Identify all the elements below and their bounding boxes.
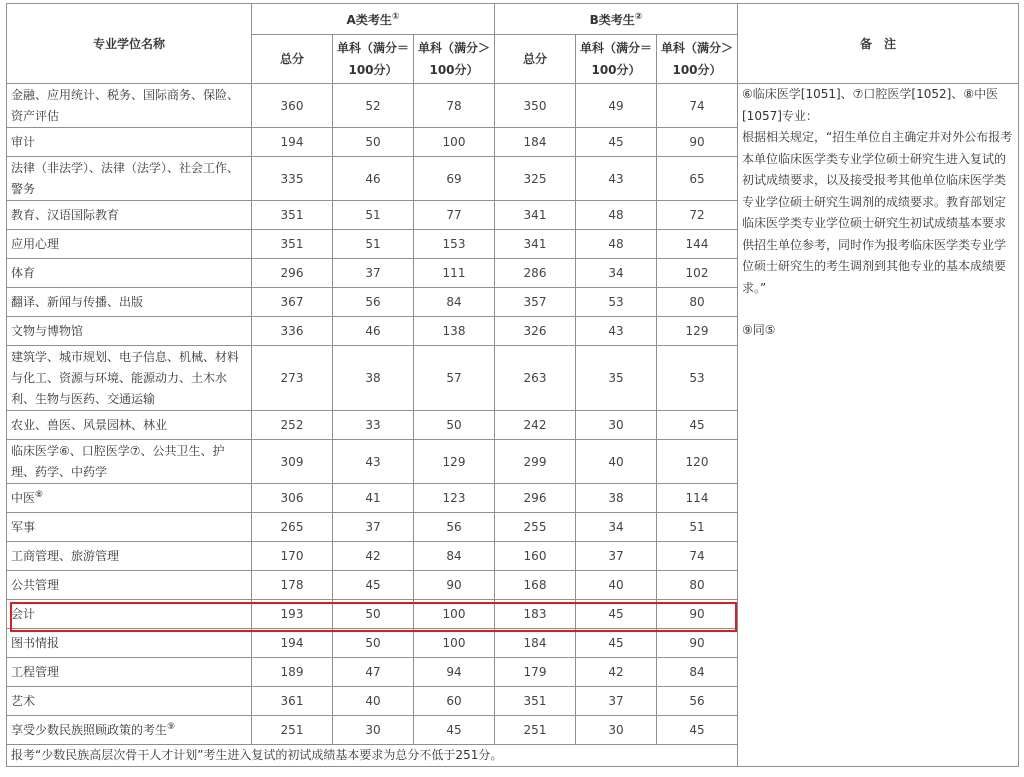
score-cell-a-total: 189 bbox=[252, 658, 333, 687]
score-cell-a-s100: 52 bbox=[333, 84, 414, 128]
score-cell-a-s100: 33 bbox=[333, 411, 414, 440]
header-b-single-gt100: 单科（满分＞100分） bbox=[657, 35, 738, 84]
header-group-b-mark: ② bbox=[634, 11, 643, 22]
score-cell-a-s100: 42 bbox=[333, 542, 414, 571]
major-name: 图书情报 bbox=[11, 635, 60, 650]
score-cell-b-sgt: 45 bbox=[657, 411, 738, 440]
score-cell-b-total: 299 bbox=[495, 440, 576, 484]
score-cell-a-sgt: 78 bbox=[414, 84, 495, 128]
score-cell-a-total: 265 bbox=[252, 513, 333, 542]
score-cell-b-total: 168 bbox=[495, 571, 576, 600]
score-cell-a-sgt: 100 bbox=[414, 600, 495, 629]
header-b-total: 总分 bbox=[495, 35, 576, 84]
score-cell-a-total: 193 bbox=[252, 600, 333, 629]
score-cell-b-s100: 45 bbox=[576, 128, 657, 157]
score-cell-a-total: 351 bbox=[252, 201, 333, 230]
score-cell-b-total: 242 bbox=[495, 411, 576, 440]
score-cell-b-s100: 40 bbox=[576, 440, 657, 484]
score-cell-b-sgt: 80 bbox=[657, 288, 738, 317]
score-cell-b-s100: 30 bbox=[576, 716, 657, 745]
score-cell-a-total: 252 bbox=[252, 411, 333, 440]
score-cell-a-sgt: 111 bbox=[414, 259, 495, 288]
score-cell-b-total: 341 bbox=[495, 201, 576, 230]
major-name-cell bbox=[7, 230, 252, 259]
score-cell-b-s100: 42 bbox=[576, 658, 657, 687]
score-cell-b-sgt: 80 bbox=[657, 571, 738, 600]
score-cell-a-s100: 43 bbox=[333, 440, 414, 484]
major-name: 军事 bbox=[11, 519, 36, 534]
score-cell-a-sgt: 94 bbox=[414, 658, 495, 687]
score-cell-a-sgt: 84 bbox=[414, 288, 495, 317]
score-cell-a-total: 296 bbox=[252, 259, 333, 288]
score-cell-b-s100: 30 bbox=[576, 411, 657, 440]
footnote-mark: ⑧ bbox=[35, 489, 44, 500]
score-cell-b-s100: 34 bbox=[576, 259, 657, 288]
score-cell-a-total: 361 bbox=[252, 687, 333, 716]
score-cell-a-s100: 50 bbox=[333, 629, 414, 658]
header-a-total: 总分 bbox=[252, 35, 333, 84]
score-cell-a-s100: 41 bbox=[333, 484, 414, 513]
major-name: 艺术 bbox=[11, 693, 36, 708]
score-cell-b-sgt: 45 bbox=[657, 716, 738, 745]
major-name: 应用心理 bbox=[11, 236, 60, 251]
score-cell-a-s100: 37 bbox=[333, 513, 414, 542]
major-name-cell bbox=[7, 687, 252, 716]
major-name-cell bbox=[7, 259, 252, 288]
header-group-a bbox=[252, 4, 495, 35]
score-cell-a-total: 194 bbox=[252, 128, 333, 157]
major-name-cell bbox=[7, 440, 252, 484]
score-cell-b-s100: 45 bbox=[576, 600, 657, 629]
score-cell-b-s100: 37 bbox=[576, 542, 657, 571]
score-cell-b-s100: 35 bbox=[576, 346, 657, 411]
score-table-body bbox=[7, 84, 1019, 767]
score-cell-b-total: 255 bbox=[495, 513, 576, 542]
score-cell-a-sgt: 153 bbox=[414, 230, 495, 259]
score-cell-a-total: 170 bbox=[252, 542, 333, 571]
header-remarks: 备 注 bbox=[738, 4, 1019, 84]
major-name-cell bbox=[7, 128, 252, 157]
major-name-cell bbox=[7, 317, 252, 346]
score-cell-b-s100: 43 bbox=[576, 157, 657, 201]
major-name: 金融、应用统计、税务、国际商务、保险、资产评估 bbox=[11, 87, 240, 123]
score-cell-a-sgt: 129 bbox=[414, 440, 495, 484]
score-cell-b-total: 179 bbox=[495, 658, 576, 687]
score-cell-b-s100: 48 bbox=[576, 201, 657, 230]
score-cell-b-sgt: 53 bbox=[657, 346, 738, 411]
score-cell-a-total: 178 bbox=[252, 571, 333, 600]
major-name-cell bbox=[7, 157, 252, 201]
score-cell-a-total: 309 bbox=[252, 440, 333, 484]
score-cell-b-total: 251 bbox=[495, 716, 576, 745]
score-cell-a-total: 194 bbox=[252, 629, 333, 658]
major-name: 工程管理 bbox=[11, 664, 60, 679]
major-name-cell bbox=[7, 411, 252, 440]
score-cell-b-total: 357 bbox=[495, 288, 576, 317]
score-cell-a-sgt: 57 bbox=[414, 346, 495, 411]
score-cell-b-sgt: 90 bbox=[657, 128, 738, 157]
major-name-cell bbox=[7, 600, 252, 629]
remarks-spacer bbox=[742, 299, 1014, 320]
header-a-single-100: 单科（满分＝100分） bbox=[333, 35, 414, 84]
score-cell-a-sgt: 56 bbox=[414, 513, 495, 542]
score-cell-b-sgt: 102 bbox=[657, 259, 738, 288]
major-name-cell bbox=[7, 513, 252, 542]
score-cell-a-total: 336 bbox=[252, 317, 333, 346]
score-cell-a-s100: 50 bbox=[333, 128, 414, 157]
remarks-paragraph-2: 根据相关规定，“招生单位自主确定并对外公布报考本单位临床医学类专业学位硕士研究生进入复试的初试成绩要求，以及接受报考其他单位临床医学类专业学位硕士研究生调剂的成绩要求。教育部划定临床医学类专业学位硕士研究生初试成绩基本要求供招生单位参考，同时作为报考临床医学类专业学位硕士研究生的考生调剂到其他专业的基本成绩要求。” bbox=[742, 130, 1013, 295]
score-cell-a-sgt: 69 bbox=[414, 157, 495, 201]
remarks-cell bbox=[738, 84, 1019, 767]
major-name-cell bbox=[7, 658, 252, 687]
major-name-cell bbox=[7, 346, 252, 411]
score-cell-a-s100: 45 bbox=[333, 571, 414, 600]
score-cell-b-total: 341 bbox=[495, 230, 576, 259]
major-name: 法律（非法学）、法律（法学）、社会工作、警务 bbox=[11, 160, 240, 196]
score-cell-b-total: 296 bbox=[495, 484, 576, 513]
footnote-mark: ⑨ bbox=[167, 721, 176, 732]
score-cell-a-sgt: 60 bbox=[414, 687, 495, 716]
score-cell-a-sgt: 123 bbox=[414, 484, 495, 513]
header-group-b-label: B类考生 bbox=[589, 12, 635, 27]
major-name: 翻译、新闻与传播、出版 bbox=[11, 294, 144, 309]
major-name-cell bbox=[7, 716, 252, 745]
score-cell-b-total: 326 bbox=[495, 317, 576, 346]
score-cell-b-sgt: 72 bbox=[657, 201, 738, 230]
major-name: 教育、汉语国际教育 bbox=[11, 207, 120, 222]
header-group-a-label: A类考生 bbox=[346, 12, 392, 27]
score-cell-b-sgt: 120 bbox=[657, 440, 738, 484]
major-name-cell bbox=[7, 84, 252, 128]
score-cell-a-total: 367 bbox=[252, 288, 333, 317]
header-major-name: 专业学位名称 bbox=[7, 4, 252, 84]
score-cell-a-sgt: 77 bbox=[414, 201, 495, 230]
major-name: 享受少数民族照顾政策的考生 bbox=[11, 722, 168, 737]
score-cell-a-s100: 40 bbox=[333, 687, 414, 716]
score-cell-a-sgt: 100 bbox=[414, 128, 495, 157]
header-group-a-mark: ① bbox=[391, 11, 400, 22]
score-cell-a-total: 306 bbox=[252, 484, 333, 513]
remarks-paragraph-3: ⑨同⑤ bbox=[742, 323, 776, 337]
score-cell-b-s100: 45 bbox=[576, 629, 657, 658]
major-name-cell bbox=[7, 629, 252, 658]
score-cell-a-total: 273 bbox=[252, 346, 333, 411]
header-a-single-gt100: 单科（满分＞100分） bbox=[414, 35, 495, 84]
major-name: 建筑学、城市规划、电子信息、机械、材料与化工、资源与环境、能源动力、土木水利、生物与医药、交通运输 bbox=[11, 349, 240, 406]
score-cell-a-s100: 47 bbox=[333, 658, 414, 687]
score-cell-a-s100: 37 bbox=[333, 259, 414, 288]
score-cell-a-total: 335 bbox=[252, 157, 333, 201]
score-cell-b-total: 350 bbox=[495, 84, 576, 128]
score-cell-b-total: 184 bbox=[495, 128, 576, 157]
score-cell-b-s100: 43 bbox=[576, 317, 657, 346]
footer-note: 报考“少数民族高层次骨干人才计划”考生进入复试的初试成绩基本要求为总分不低于251分。 bbox=[7, 745, 738, 767]
score-cell-b-total: 286 bbox=[495, 259, 576, 288]
table-row bbox=[7, 84, 1019, 128]
score-cell-a-s100: 46 bbox=[333, 157, 414, 201]
major-name: 文物与博物馆 bbox=[11, 323, 84, 338]
score-cell-b-s100: 48 bbox=[576, 230, 657, 259]
major-name: 公共管理 bbox=[11, 577, 60, 592]
header-b-single-100: 单科（满分＝100分） bbox=[576, 35, 657, 84]
score-cell-a-total: 351 bbox=[252, 230, 333, 259]
score-cell-b-total: 183 bbox=[495, 600, 576, 629]
score-cell-b-total: 184 bbox=[495, 629, 576, 658]
remarks-paragraph-1: ⑥临床医学[1051]、⑦口腔医学[1052]、⑧中医[1057]专业： bbox=[742, 87, 999, 123]
score-cell-b-sgt: 74 bbox=[657, 542, 738, 571]
score-cell-b-sgt: 90 bbox=[657, 629, 738, 658]
header-group-b bbox=[495, 4, 738, 35]
score-cell-a-s100: 51 bbox=[333, 230, 414, 259]
score-cell-b-sgt: 65 bbox=[657, 157, 738, 201]
score-cell-a-sgt: 45 bbox=[414, 716, 495, 745]
score-cell-a-sgt: 100 bbox=[414, 629, 495, 658]
score-cell-b-total: 351 bbox=[495, 687, 576, 716]
major-name-cell bbox=[7, 571, 252, 600]
score-cell-a-total: 251 bbox=[252, 716, 333, 745]
major-name: 临床医学⑥、口腔医学⑦、公共卫生、护理、药学、中药学 bbox=[11, 443, 225, 479]
score-cell-a-s100: 46 bbox=[333, 317, 414, 346]
score-cell-b-s100: 49 bbox=[576, 84, 657, 128]
score-cell-a-s100: 50 bbox=[333, 600, 414, 629]
major-name-cell bbox=[7, 288, 252, 317]
score-cell-b-total: 263 bbox=[495, 346, 576, 411]
score-cell-b-sgt: 51 bbox=[657, 513, 738, 542]
score-cell-b-sgt: 129 bbox=[657, 317, 738, 346]
score-cell-b-s100: 34 bbox=[576, 513, 657, 542]
score-cell-b-s100: 53 bbox=[576, 288, 657, 317]
major-name: 中医 bbox=[11, 490, 36, 505]
score-cell-b-sgt: 144 bbox=[657, 230, 738, 259]
score-cell-a-sgt: 84 bbox=[414, 542, 495, 571]
score-cell-a-s100: 30 bbox=[333, 716, 414, 745]
score-cell-b-total: 160 bbox=[495, 542, 576, 571]
major-name: 会计 bbox=[11, 606, 36, 621]
score-cell-b-sgt: 114 bbox=[657, 484, 738, 513]
major-name: 农业、兽医、风景园林、林业 bbox=[11, 417, 168, 432]
major-name: 审计 bbox=[11, 134, 36, 149]
score-cell-a-s100: 51 bbox=[333, 201, 414, 230]
score-cell-b-sgt: 56 bbox=[657, 687, 738, 716]
major-name: 体育 bbox=[11, 265, 36, 280]
major-name-cell bbox=[7, 484, 252, 513]
score-cell-b-total: 325 bbox=[495, 157, 576, 201]
score-cell-a-s100: 56 bbox=[333, 288, 414, 317]
score-cell-b-sgt: 84 bbox=[657, 658, 738, 687]
major-name-cell bbox=[7, 201, 252, 230]
score-cell-b-s100: 40 bbox=[576, 571, 657, 600]
score-cell-a-sgt: 90 bbox=[414, 571, 495, 600]
score-table bbox=[6, 3, 1019, 767]
score-cell-a-total: 360 bbox=[252, 84, 333, 128]
score-cell-a-sgt: 138 bbox=[414, 317, 495, 346]
score-cell-a-sgt: 50 bbox=[414, 411, 495, 440]
major-name: 工商管理、旅游管理 bbox=[11, 548, 120, 563]
score-cell-b-s100: 37 bbox=[576, 687, 657, 716]
score-cell-a-s100: 38 bbox=[333, 346, 414, 411]
score-cell-b-s100: 38 bbox=[576, 484, 657, 513]
score-cell-b-sgt: 74 bbox=[657, 84, 738, 128]
score-cell-b-sgt: 90 bbox=[657, 600, 738, 629]
major-name-cell bbox=[7, 542, 252, 571]
